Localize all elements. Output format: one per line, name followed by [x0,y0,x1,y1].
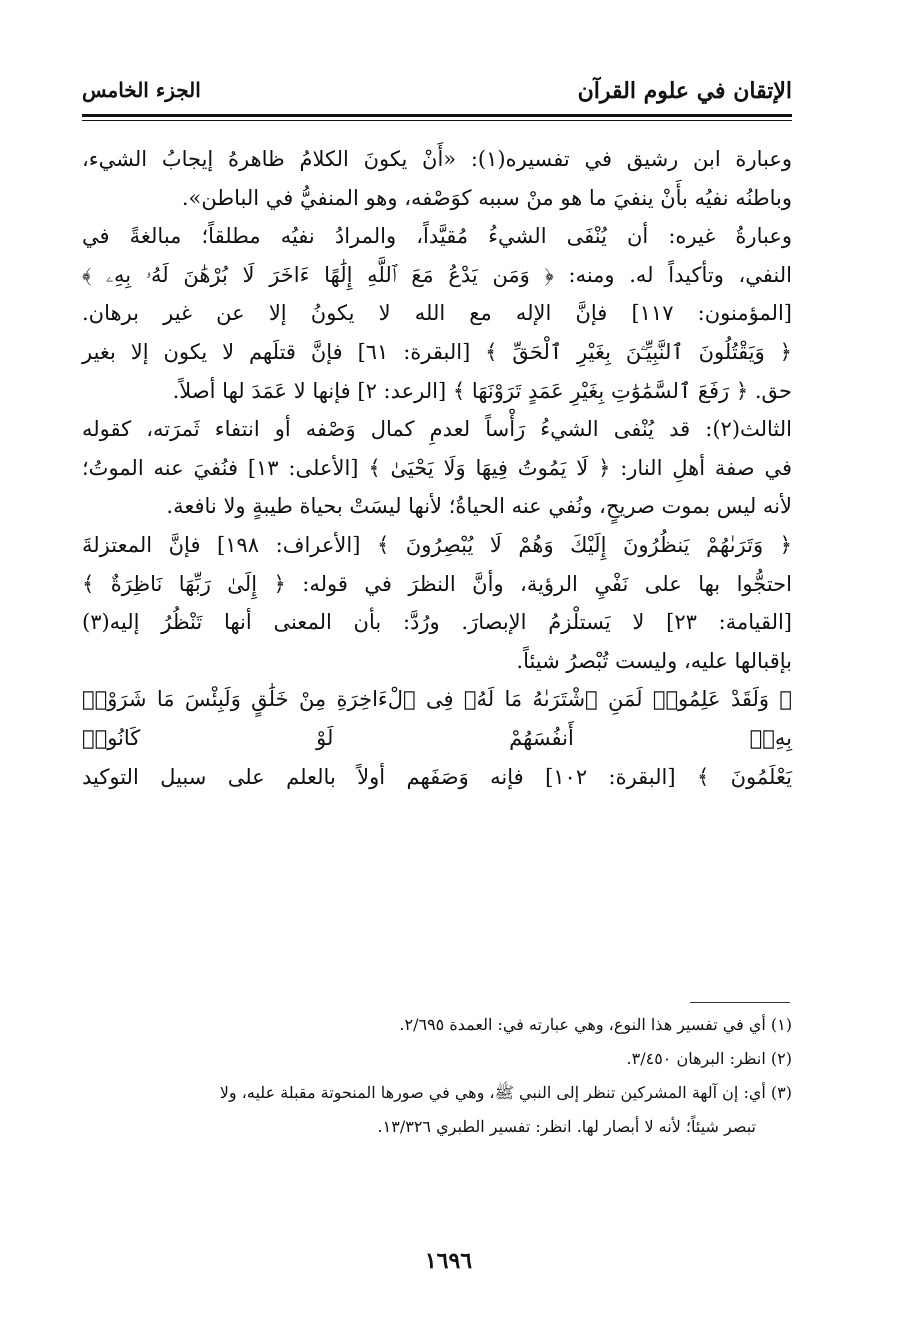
text-line: بإقبالها عليه، وليست تُبْصرُ شيئاً. [516,648,792,673]
footnotes [82,1008,792,1144]
text-line: وعبارة ابن رشيق في تفسيره(١): «أَنْ يكونَ الكلامُ ظاهرهُ إيجابُ الشيء، [82,147,792,171]
text-line: الثالث(٢): قد يُنْفى الشيءُ رَأْساً لعدمِ كمال وَصْفه أو انتفاء ثَمرَته، كقوله [82,417,792,442]
text-line: النفي، وتأكيداً له. ومنه: ﴿ وَمَن يَدْعُ مَعَ ٱللَّهِ إِلَٰهًا ءَاخَرَ لَا بُرْهَٰنَ لَهُۥ بِهِۦ ﴾ [82,262,792,287]
text-line: ﴿ وَيَقْتُلُونَ ٱلنَّبِيِّـۧنَ بِغَيْرِ ٱلْحَقِّ ﴾ [البقرة: ٦١] فإنَّ قتلَهم لا يكون إلا بغير [82,339,792,364]
text-line: حق. ﴿ رَفَعَ ٱلسَّمَٰوَٰتِ بِغَيْرِ عَمَدٍ تَرَوْنَهَا ﴾ [الرعد: ٢] فإنها لا عَمَدَ لها أصلاً. [172,378,792,403]
part-label: الجزء الخامس [82,78,201,102]
footnote-continuation: تبصر شيئاً؛ لأنه لا أبصار لها. انظر: تفسير الطبري ١٣/٣٢٦. [377,1117,756,1136]
footnote: (٣) أي: إن آلهة المشركين تنظر إلى النبي ﷺ، وهي في صورها المنحوتة مقبلة عليه، ولا [219,1083,792,1102]
page-number: ١٦٩٦ [424,1248,473,1274]
text-line: احتجُّوا بها على نَفْيِ الرؤية، وأنَّ النظرَ في قوله: ﴿ إِلَىٰ رَبِّهَا نَاظِرَةٌ ﴾ [82,571,792,596]
main-text [82,140,792,796]
text-line: لأنه ليس بموت صريحٍ، ونُفي عنه الحياةُ؛ لأنها ليسَتْ بحياة طيبةٍ ولا نافعة. [166,494,792,519]
text-line: يَعْلَمُونَ ﴾ [البقرة: ١٠٢] فإنه وَصَفَهم أولاً بالعلم على سبيل التوكيد [82,764,792,789]
footnote: (٢) انظر: البرهان ٣/٤٥٠. [626,1049,792,1068]
footnote-separator [690,1002,790,1003]
header-rule-thin [82,120,792,121]
running-header [82,72,792,112]
footnote: (١) أي في تفسير هذا النوع، وهي عبارته في: العمدة ٢/٦٩٥. [399,1015,792,1034]
text-line: وعبارةُ غيره: أن يُنْفَى الشيءُ مُقيَّداً، والمرادُ نفيُه مطلقاً؛ مبالغةً في [82,224,792,249]
text-line: [المؤمنون: ١١٧] فإنَّ الإله مع الله لا يكونُ إلا عن غير برهان. [82,301,792,326]
text-line: ﴿ وَتَرَىٰهُمْ يَنظُرُونَ إِلَيْكَ وَهُمْ لَا يُبْصِرُونَ ﴾ [الأعراف: ١٩٨] فإنَّ المعتزلةَ [82,532,792,557]
header-rule [82,114,792,117]
text-line: في صفة أهلِ النار: ﴿ لَا يَمُوتُ فِيهَا وَلَا يَحْيَىٰ ﴾ [الأعلى: ١٣] فنُفيَ عنه الموتُ؛ [82,455,792,480]
text-line: [القيامة: ٢٣] لا يَستلْزمُ الإبصارَ. ورُدَّ: بأن المعنى أنها تَنْظُرُ إليه(٣) [82,610,792,635]
book-title: الإتقان في علوم القرآن [577,78,792,104]
text-line: ﴿ وَلَقَدْ عَلِمُوا۟ لَمَنِ ٱشْتَرَىٰهُ مَا لَهُۥ فِى ٱلْءَاخِرَةِ مِنْ خَلَٰقٍ وَلَبِئْسَ مَا شَرَوْا۟ بِهِۦٓ أَنفُسَهُمْ لَوْ كَانُوا۟ [82,687,792,750]
text-line: وباطنُه نفيُه بأَنْ ينفيَ ما هو منْ سببه كوَصْفه، وهو المنفيُّ في الباطن». [181,185,792,210]
